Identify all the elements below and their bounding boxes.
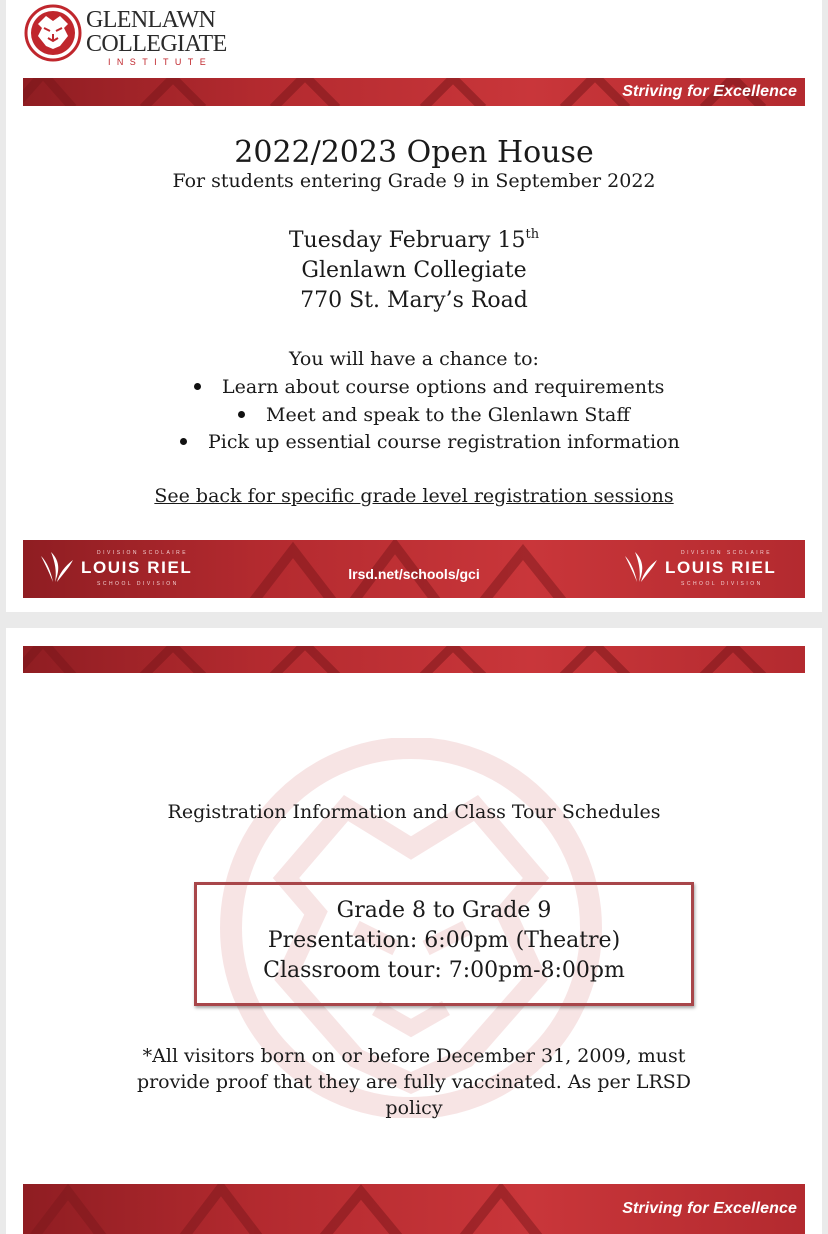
tagline: Striving for Excellence xyxy=(622,83,797,100)
flyer-page-front xyxy=(6,0,822,612)
logo-name-line1: GLENLAWN xyxy=(86,7,216,33)
list-item: Meet and speak to the Glenlawn Staff xyxy=(238,404,630,426)
tagline: Striving for Excellence xyxy=(622,1200,797,1217)
event-details xyxy=(6,226,822,316)
band-pattern-icon xyxy=(23,646,805,673)
division-label-top: DIVISION SCOLAIRE xyxy=(97,550,189,556)
division-name: LOUIS RIEL xyxy=(81,558,193,577)
notice-line: policy xyxy=(385,1097,443,1119)
header-band xyxy=(23,78,805,106)
event-location: Glenlawn Collegiate xyxy=(301,258,527,283)
flyer-page-back xyxy=(6,628,822,1234)
header-band xyxy=(23,646,805,673)
website-url[interactable]: lrsd.net/schools/gci xyxy=(348,566,480,582)
footer-band xyxy=(23,1184,805,1234)
list-item: Pick up essential course registration information xyxy=(180,431,680,453)
division-name: LOUIS RIEL xyxy=(665,558,777,577)
schedule-tour: Classroom tour: 7:00pm-8:00pm xyxy=(263,958,625,983)
notice-line: provide proof that they are fully vaccinated. As per LRSD xyxy=(136,1071,692,1093)
page-subtitle: For students entering Grade 9 in September 2022 xyxy=(172,170,656,192)
event-date: Tuesday February 15th xyxy=(288,227,540,253)
louis-riel-logo-right xyxy=(621,548,801,588)
intro-text: You will have a chance to: xyxy=(289,348,539,370)
title-block xyxy=(6,135,822,192)
registration-heading: Registration Information and Class Tour Schedules xyxy=(167,801,661,823)
page-title: 2022/2023 Open House xyxy=(234,135,594,170)
division-label-bottom: SCHOOL DIVISION xyxy=(97,581,179,587)
division-label-bottom: SCHOOL DIVISION xyxy=(681,581,763,587)
back-note-link: See back for specific grade level registration sessions xyxy=(154,485,674,507)
event-address: 770 St. Mary’s Road xyxy=(300,288,528,313)
leaf-icon xyxy=(621,550,661,584)
schedule-grade: Grade 8 to Grade 9 xyxy=(336,898,552,923)
vaccination-notice xyxy=(6,1043,822,1121)
schedule-presentation: Presentation: 6:00pm (Theatre) xyxy=(267,928,621,953)
school-logo xyxy=(24,4,264,68)
schedule-box xyxy=(194,882,694,1006)
lion-crest-icon xyxy=(24,4,82,62)
logo-name-line2: COLLEGIATE xyxy=(86,31,227,57)
notice-line: *All visitors born on or before December 31, 2009, must xyxy=(142,1045,686,1067)
division-label-top: DIVISION SCOLAIRE xyxy=(681,550,773,556)
list-item: Learn about course options and requirements xyxy=(194,376,664,398)
logo-name-line3: INSTITUTE xyxy=(108,57,213,67)
footer-band xyxy=(23,540,805,598)
